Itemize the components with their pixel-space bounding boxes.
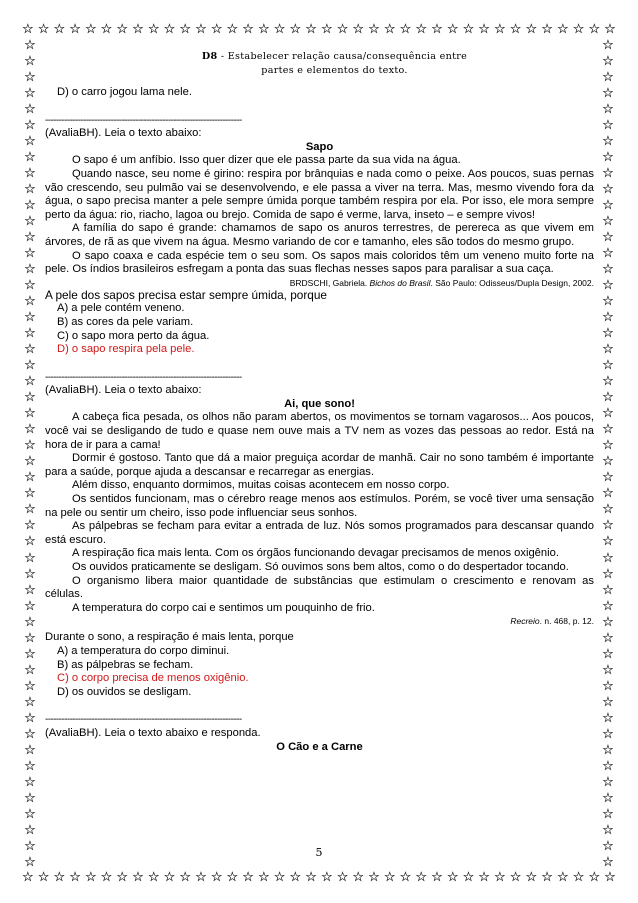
star-outline-icon: ☆ bbox=[602, 549, 614, 565]
star-outline-icon: ☆ bbox=[602, 677, 614, 693]
star-outline-icon: ☆ bbox=[258, 20, 270, 36]
star-outline-icon: ☆ bbox=[53, 868, 66, 884]
star-outline-icon: ☆ bbox=[163, 868, 176, 884]
star-outline-icon: ☆ bbox=[602, 373, 614, 389]
q1-source-credit bbox=[45, 277, 594, 289]
star-outline-icon: ☆ bbox=[24, 517, 36, 533]
star-outline-icon: ☆ bbox=[179, 20, 191, 36]
q2-text-title: Ai, que sono! bbox=[284, 397, 355, 410]
star-outline-icon: ☆ bbox=[24, 677, 36, 693]
star-outline-icon: ☆ bbox=[24, 613, 36, 629]
star-outline-icon: ☆ bbox=[602, 261, 614, 277]
star-outline-icon: ☆ bbox=[226, 868, 239, 884]
q2-paragraph: A cabeça fica pesada, os olhos não param abertos, os movimentos se tornam vagarosos... Aos poucos, você vai se desligando de tudo e quase nem ouve mais a TV nem as vozes das pessoas ao redor. Está na hora de ir para a cama! bbox=[45, 411, 594, 451]
section-separator: ------------------------------------------------------------------------ bbox=[45, 714, 242, 726]
star-border-bottom bbox=[22, 868, 616, 884]
star-border-left bbox=[22, 38, 38, 868]
star-outline-icon: ☆ bbox=[368, 868, 380, 884]
star-outline-icon: ☆ bbox=[24, 69, 36, 85]
star-outline-icon: ☆ bbox=[24, 101, 36, 117]
page-content bbox=[45, 50, 594, 754]
star-outline-icon: ☆ bbox=[602, 69, 614, 85]
descriptor-text-2: partes e elementos do texto. bbox=[261, 65, 408, 76]
star-outline-icon: ☆ bbox=[24, 501, 36, 517]
star-outline-icon: ☆ bbox=[572, 20, 585, 36]
star-outline-icon: ☆ bbox=[24, 341, 36, 357]
q1-option-b[interactable]: B) as cores da pele variam. bbox=[57, 315, 194, 328]
star-outline-icon: ☆ bbox=[509, 868, 522, 884]
q1-option-c[interactable]: C) o sapo mora perto da água. bbox=[57, 329, 210, 342]
q2-option-b[interactable]: B) as pálpebras se fecham. bbox=[57, 658, 194, 671]
star-outline-icon: ☆ bbox=[602, 405, 614, 421]
star-outline-icon: ☆ bbox=[604, 20, 616, 36]
star-outline-icon: ☆ bbox=[24, 645, 36, 661]
star-outline-icon: ☆ bbox=[24, 565, 36, 581]
star-outline-icon: ☆ bbox=[602, 693, 614, 709]
q2-source-credit bbox=[45, 615, 594, 627]
star-outline-icon: ☆ bbox=[305, 868, 317, 884]
q2-paragraph: O organismo libera maior quantidade de substâncias que estimulam o crescimento e renovam as células. bbox=[45, 574, 594, 601]
star-outline-icon: ☆ bbox=[602, 53, 614, 69]
q1-text-title: Sapo bbox=[305, 140, 334, 153]
q1-credit-book: Bichos do Brasil bbox=[369, 277, 431, 288]
star-outline-icon: ☆ bbox=[24, 389, 36, 405]
star-outline-icon: ☆ bbox=[24, 197, 36, 213]
star-outline-icon: ☆ bbox=[24, 469, 36, 485]
star-outline-icon: ☆ bbox=[602, 597, 614, 613]
star-outline-icon: ☆ bbox=[24, 357, 36, 373]
q1-credit-publisher: . São Paulo: Odisseus/Dupla Design, 2002. bbox=[430, 277, 594, 288]
star-outline-icon: ☆ bbox=[24, 133, 36, 149]
q1-paragraph: O sapo coaxa e cada espécie tem o seu som. Os sapos mais coloridos têm um veneno muito forte na pele. Os índios brasileiros esfregam a ponta das suas flechas nesses sapos para paralisar a sua caça. bbox=[45, 249, 594, 276]
star-outline-icon: ☆ bbox=[602, 389, 614, 405]
star-outline-icon: ☆ bbox=[602, 85, 614, 101]
star-outline-icon: ☆ bbox=[24, 277, 36, 293]
star-outline-icon: ☆ bbox=[132, 868, 144, 884]
star-outline-icon: ☆ bbox=[226, 20, 239, 36]
star-outline-icon: ☆ bbox=[602, 325, 614, 341]
star-outline-icon: ☆ bbox=[336, 868, 349, 884]
star-outline-icon: ☆ bbox=[37, 20, 50, 36]
star-outline-icon: ☆ bbox=[24, 805, 36, 821]
q2-paragraph: A temperatura do corpo cai e sentimos um pouquinho de frio. bbox=[72, 601, 375, 614]
star-outline-icon: ☆ bbox=[602, 613, 614, 629]
star-outline-icon: ☆ bbox=[53, 20, 66, 36]
star-outline-icon: ☆ bbox=[588, 20, 601, 36]
star-outline-icon: ☆ bbox=[556, 868, 569, 884]
star-outline-icon: ☆ bbox=[541, 868, 553, 884]
q1-paragraph: O sapo é um anfíbio. Isso quer dizer que ele passa parte da sua vida na água. bbox=[72, 154, 461, 167]
descriptor-text-1: - Estabelecer relação causa/consequência entre bbox=[217, 51, 468, 62]
q1-paragraph: A família do sapo é grande: chamamos de sapo os anuros terrestres, de perereca as que vivem em árvores, de rã as que vivem na água. Mesmo variando de cor e tamanho, eles são todos do mesmo grupo. bbox=[45, 222, 594, 248]
star-outline-icon: ☆ bbox=[602, 229, 614, 245]
star-outline-icon: ☆ bbox=[258, 868, 270, 884]
star-outline-icon: ☆ bbox=[24, 741, 36, 757]
section-separator: ------------------------------------------------------------------------ bbox=[45, 114, 242, 126]
star-outline-icon: ☆ bbox=[242, 868, 254, 884]
star-outline-icon: ☆ bbox=[602, 165, 614, 181]
star-outline-icon: ☆ bbox=[556, 20, 569, 36]
star-outline-icon: ☆ bbox=[24, 181, 36, 197]
star-outline-icon: ☆ bbox=[602, 853, 614, 868]
star-outline-icon: ☆ bbox=[24, 597, 36, 613]
star-outline-icon: ☆ bbox=[602, 517, 614, 533]
q1-credit-author: BRDSCHI, Gabriela. bbox=[289, 277, 370, 288]
star-outline-icon: ☆ bbox=[24, 293, 36, 309]
q2-credit-issue: . n. 468, p. 12. bbox=[539, 616, 594, 627]
star-outline-icon: ☆ bbox=[478, 20, 490, 36]
star-outline-icon: ☆ bbox=[604, 868, 616, 884]
star-outline-icon: ☆ bbox=[24, 549, 36, 565]
star-outline-icon: ☆ bbox=[24, 853, 36, 868]
star-outline-icon: ☆ bbox=[24, 149, 36, 165]
q2-question: Durante o sono, a respiração é mais lenta, porque bbox=[45, 631, 294, 644]
star-outline-icon: ☆ bbox=[289, 20, 302, 36]
previous-question-option: D) o carro jogou lama nele. bbox=[57, 86, 192, 98]
descriptor-code: D8 bbox=[201, 51, 218, 62]
star-outline-icon: ☆ bbox=[383, 20, 396, 36]
star-outline-icon: ☆ bbox=[431, 868, 443, 884]
star-outline-icon: ☆ bbox=[399, 868, 412, 884]
star-outline-icon: ☆ bbox=[509, 20, 522, 36]
q2-paragraph: Dormir é gostoso. Tanto que dá a maior preguiça acordar de manhã. Cair no sono também é importante para a saúde, porque ajuda a descansar e recarregar as energias. bbox=[45, 452, 594, 478]
star-outline-icon: ☆ bbox=[24, 757, 36, 773]
star-outline-icon: ☆ bbox=[572, 868, 585, 884]
star-outline-icon: ☆ bbox=[602, 357, 614, 373]
star-outline-icon: ☆ bbox=[37, 868, 50, 884]
star-outline-icon: ☆ bbox=[116, 20, 129, 36]
star-outline-icon: ☆ bbox=[24, 53, 36, 69]
star-outline-icon: ☆ bbox=[415, 868, 428, 884]
star-outline-icon: ☆ bbox=[525, 20, 538, 36]
star-outline-icon: ☆ bbox=[352, 20, 365, 36]
star-outline-icon: ☆ bbox=[602, 789, 614, 805]
star-outline-icon: ☆ bbox=[24, 709, 36, 725]
star-outline-icon: ☆ bbox=[602, 197, 614, 213]
star-outline-icon: ☆ bbox=[24, 309, 36, 325]
star-outline-icon: ☆ bbox=[24, 117, 36, 133]
star-outline-icon: ☆ bbox=[399, 20, 412, 36]
star-outline-icon: ☆ bbox=[24, 837, 36, 853]
star-outline-icon: ☆ bbox=[602, 533, 614, 549]
star-outline-icon: ☆ bbox=[305, 20, 317, 36]
star-outline-icon: ☆ bbox=[289, 868, 302, 884]
star-outline-icon: ☆ bbox=[383, 868, 396, 884]
star-outline-icon: ☆ bbox=[24, 821, 36, 837]
star-outline-icon: ☆ bbox=[368, 20, 380, 36]
page-number: 5 bbox=[315, 846, 323, 859]
star-outline-icon: ☆ bbox=[24, 581, 36, 597]
q2-paragraph: Além disso, enquanto dormimos, muitas coisas acontecem em nosso corpo. bbox=[72, 479, 450, 492]
q1-option-d-correct[interactable]: D) o sapo respira pela pele. bbox=[57, 343, 195, 356]
star-outline-icon: ☆ bbox=[210, 868, 223, 884]
star-outline-icon: ☆ bbox=[24, 725, 36, 741]
star-outline-icon: ☆ bbox=[602, 485, 614, 501]
star-outline-icon: ☆ bbox=[462, 868, 475, 884]
q1-question: A pele dos sapos precisa estar sempre úmida, porque bbox=[45, 287, 327, 302]
star-outline-icon: ☆ bbox=[24, 373, 36, 389]
star-outline-icon: ☆ bbox=[602, 469, 614, 485]
star-outline-icon: ☆ bbox=[602, 101, 614, 117]
star-border-right bbox=[600, 38, 616, 868]
star-outline-icon: ☆ bbox=[22, 20, 34, 36]
star-outline-icon: ☆ bbox=[24, 661, 36, 677]
q2-option-c-correct[interactable]: C) o corpo precisa de menos oxigênio. bbox=[57, 672, 249, 685]
star-outline-icon: ☆ bbox=[195, 868, 207, 884]
q2-paragraph: As pálpebras se fecham para evitar a entrada de luz. Nós somos programados para descansar quando está escuro. bbox=[45, 520, 594, 546]
star-outline-icon: ☆ bbox=[24, 533, 36, 549]
star-outline-icon: ☆ bbox=[602, 581, 614, 597]
star-outline-icon: ☆ bbox=[24, 213, 36, 229]
q1-intro: (AvaliaBH). Leia o texto abaixo: bbox=[45, 127, 202, 140]
star-outline-icon: ☆ bbox=[602, 421, 614, 437]
star-outline-icon: ☆ bbox=[462, 20, 475, 36]
star-outline-icon: ☆ bbox=[602, 277, 614, 293]
star-outline-icon: ☆ bbox=[446, 868, 459, 884]
star-outline-icon: ☆ bbox=[602, 213, 614, 229]
star-outline-icon: ☆ bbox=[24, 229, 36, 245]
star-outline-icon: ☆ bbox=[602, 149, 614, 165]
star-outline-icon: ☆ bbox=[602, 38, 614, 52]
star-outline-icon: ☆ bbox=[602, 741, 614, 757]
star-outline-icon: ☆ bbox=[602, 309, 614, 325]
star-outline-icon: ☆ bbox=[494, 868, 506, 884]
star-outline-icon: ☆ bbox=[588, 868, 601, 884]
star-outline-icon: ☆ bbox=[24, 693, 36, 709]
star-outline-icon: ☆ bbox=[210, 20, 223, 36]
q3-intro: (AvaliaBH). Leia o texto abaixo e responda. bbox=[45, 726, 261, 739]
q2-credit-magazine: Recreio bbox=[510, 616, 540, 627]
star-outline-icon: ☆ bbox=[602, 453, 614, 469]
q2-intro: (AvaliaBH). Leia o texto abaixo: bbox=[45, 384, 202, 397]
star-outline-icon: ☆ bbox=[602, 645, 614, 661]
star-outline-icon: ☆ bbox=[24, 437, 36, 453]
star-outline-icon: ☆ bbox=[602, 837, 614, 853]
star-outline-icon: ☆ bbox=[431, 20, 443, 36]
star-outline-icon: ☆ bbox=[24, 325, 36, 341]
star-outline-icon: ☆ bbox=[69, 868, 81, 884]
star-outline-icon: ☆ bbox=[24, 165, 36, 181]
star-outline-icon: ☆ bbox=[320, 868, 333, 884]
star-outline-icon: ☆ bbox=[24, 789, 36, 805]
q1-option-a[interactable]: A) a pele contém veneno. bbox=[57, 302, 185, 315]
star-outline-icon: ☆ bbox=[22, 868, 34, 884]
star-outline-icon: ☆ bbox=[179, 868, 191, 884]
star-outline-icon: ☆ bbox=[602, 501, 614, 517]
star-outline-icon: ☆ bbox=[132, 20, 144, 36]
star-outline-icon: ☆ bbox=[446, 20, 459, 36]
star-outline-icon: ☆ bbox=[602, 773, 614, 789]
star-outline-icon: ☆ bbox=[24, 245, 36, 261]
star-outline-icon: ☆ bbox=[69, 20, 81, 36]
star-outline-icon: ☆ bbox=[525, 868, 538, 884]
star-outline-icon: ☆ bbox=[602, 661, 614, 677]
star-outline-icon: ☆ bbox=[320, 20, 333, 36]
star-outline-icon: ☆ bbox=[273, 20, 286, 36]
section-separator: ------------------------------------------------------------------------ bbox=[45, 371, 242, 383]
star-outline-icon: ☆ bbox=[24, 85, 36, 101]
star-outline-icon: ☆ bbox=[24, 485, 36, 501]
star-outline-icon: ☆ bbox=[100, 20, 113, 36]
star-outline-icon: ☆ bbox=[494, 20, 506, 36]
page-header bbox=[75, 50, 594, 78]
star-outline-icon: ☆ bbox=[602, 805, 614, 821]
star-outline-icon: ☆ bbox=[84, 20, 97, 36]
star-outline-icon: ☆ bbox=[24, 773, 36, 789]
star-outline-icon: ☆ bbox=[242, 20, 254, 36]
q3-text-title: O Cão e a Carne bbox=[276, 740, 363, 753]
q1-paragraph: Quando nasce, seu nome é girino: respira por brânquias e nada como o peixe. Aos poucos, suas pernas vão crescendo, seu pulmão vai se desenvolvendo, e ele passa a viver na terra. Mas, mesmo vivendo fora da água, o sapo precisa manter a pele sempre úmida porque também respira por ela. Por isso, ele mora sempre perto da água: rio, riacho, lagoa ou brejo. Comida de sapo é verme, larva, inseto – e sempre vivos! bbox=[45, 167, 594, 221]
star-outline-icon: ☆ bbox=[602, 117, 614, 133]
star-outline-icon: ☆ bbox=[541, 20, 553, 36]
star-outline-icon: ☆ bbox=[602, 821, 614, 837]
star-outline-icon: ☆ bbox=[602, 565, 614, 581]
q2-paragraph: A respiração fica mais lenta. Com os órgãos funcionando devagar precisamos de menos oxigênio. bbox=[72, 547, 559, 560]
star-outline-icon: ☆ bbox=[24, 629, 36, 645]
star-outline-icon: ☆ bbox=[100, 868, 113, 884]
star-outline-icon: ☆ bbox=[273, 868, 286, 884]
star-outline-icon: ☆ bbox=[163, 20, 176, 36]
star-border-top bbox=[22, 20, 616, 36]
star-outline-icon: ☆ bbox=[24, 261, 36, 277]
q2-option-a[interactable]: A) a temperatura do corpo diminui. bbox=[57, 644, 230, 657]
star-outline-icon: ☆ bbox=[602, 725, 614, 741]
q2-paragraph: Os ouvidos praticamente se desligam. Só ouvimos sons bem altos, como o do despertador tocando. bbox=[72, 561, 569, 573]
star-outline-icon: ☆ bbox=[602, 629, 614, 645]
star-outline-icon: ☆ bbox=[602, 181, 614, 197]
star-outline-icon: ☆ bbox=[415, 20, 428, 36]
star-outline-icon: ☆ bbox=[602, 133, 614, 149]
star-outline-icon: ☆ bbox=[602, 709, 614, 725]
star-outline-icon: ☆ bbox=[352, 868, 365, 884]
star-outline-icon: ☆ bbox=[116, 868, 129, 884]
star-outline-icon: ☆ bbox=[602, 293, 614, 309]
star-outline-icon: ☆ bbox=[602, 757, 614, 773]
star-outline-icon: ☆ bbox=[24, 421, 36, 437]
star-outline-icon: ☆ bbox=[24, 38, 36, 52]
star-outline-icon: ☆ bbox=[24, 405, 36, 421]
star-outline-icon: ☆ bbox=[24, 453, 36, 469]
star-outline-icon: ☆ bbox=[147, 868, 160, 884]
q2-option-d[interactable]: D) os ouvidos se desligam. bbox=[57, 685, 192, 698]
star-outline-icon: ☆ bbox=[602, 341, 614, 357]
star-outline-icon: ☆ bbox=[478, 868, 490, 884]
star-outline-icon: ☆ bbox=[336, 20, 349, 36]
star-outline-icon: ☆ bbox=[195, 20, 207, 36]
star-outline-icon: ☆ bbox=[602, 245, 614, 261]
star-outline-icon: ☆ bbox=[84, 868, 97, 884]
star-outline-icon: ☆ bbox=[147, 20, 160, 36]
q2-paragraph: Os sentidos funcionam, mas o cérebro reage menos aos estímulos. Porém, se você tiver uma sensação na pele ou sentir um cheiro, isso pode influenciar seus sonhos. bbox=[45, 493, 594, 519]
star-outline-icon: ☆ bbox=[602, 437, 614, 453]
